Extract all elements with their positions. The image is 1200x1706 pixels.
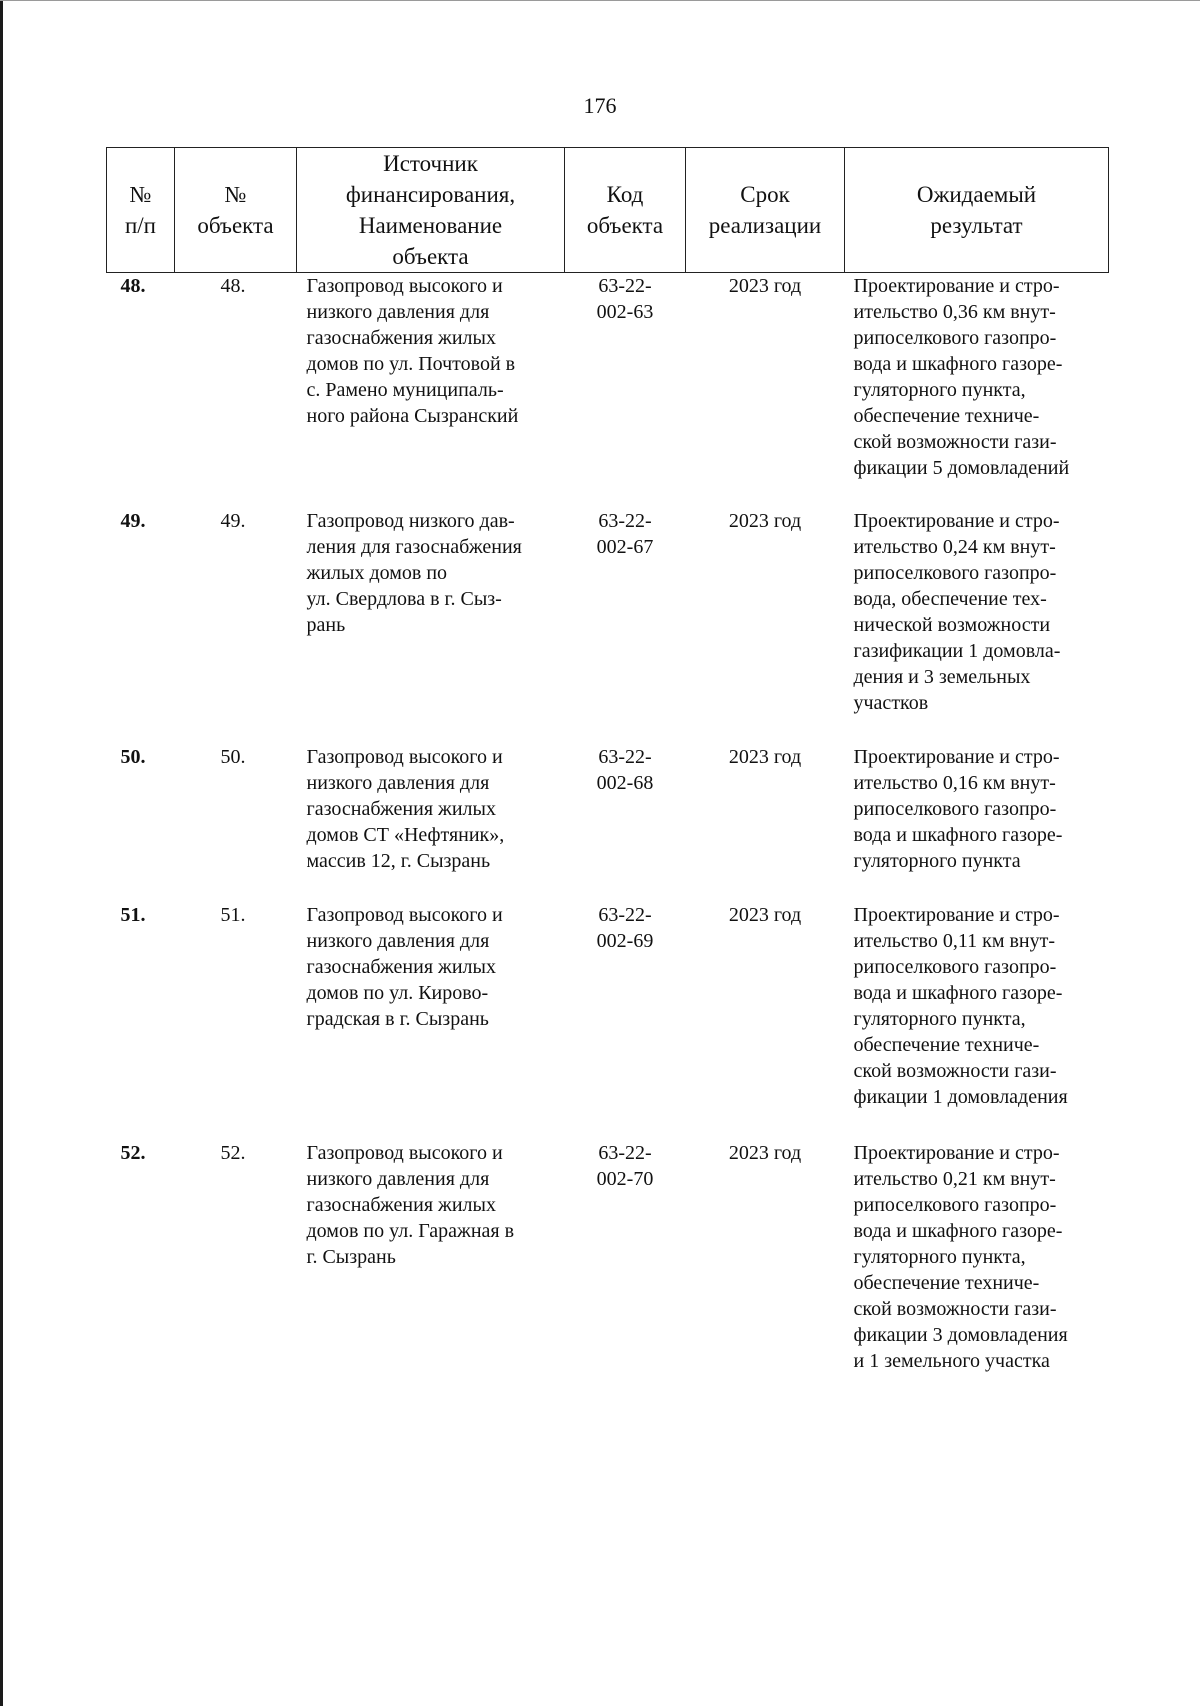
table-row <box>107 902 1109 1140</box>
result-line: нической возможности <box>853 614 1051 636</box>
result-line: Проектирование и стро- <box>853 510 1060 532</box>
name-line: Газопровод высокого и <box>306 904 503 926</box>
header-expected-result <box>845 148 1109 273</box>
name-line: газоснабжения жилых <box>306 327 496 349</box>
object-code <box>565 273 686 509</box>
name-line: г. Сызрань <box>306 1246 396 1268</box>
name-line: низкого давления для <box>306 301 490 323</box>
result-line: Проектирование и стро- <box>853 746 1060 768</box>
result-line: рипоселкового газопро- <box>853 956 1057 978</box>
row-number: 48. <box>120 275 146 297</box>
result-line: рипоселкового газопро- <box>853 562 1057 584</box>
result-line: вода и шкафного газоре- <box>853 824 1063 846</box>
term: 2023 год <box>728 510 802 532</box>
name-line: низкого давления для <box>306 1168 490 1190</box>
header-line: № <box>129 182 152 207</box>
object-number: 48. <box>220 275 246 297</box>
name-line: Газопровод высокого и <box>306 1142 503 1164</box>
header-line: Ожидаемый <box>916 182 1037 207</box>
expected-result <box>845 508 1109 744</box>
result-line: вода и шкафного газоре- <box>853 982 1063 1004</box>
result-line: газификации 1 домовла- <box>853 640 1061 662</box>
header-row <box>107 148 1109 273</box>
code-line: 63-22- <box>598 1142 652 1164</box>
result-line: Проектирование и стро- <box>853 904 1060 926</box>
object-code <box>565 508 686 744</box>
table-header <box>107 148 1109 273</box>
object-name <box>297 1140 565 1400</box>
result-line: рипоселкового газопро- <box>853 798 1057 820</box>
result-line: вода, обеспечение тех- <box>853 588 1047 610</box>
object-name <box>297 273 565 509</box>
result-line: гуляторного пункта <box>853 850 1021 872</box>
term: 2023 год <box>728 904 802 926</box>
code-line: 002-68 <box>596 772 654 794</box>
name-line: Газопровод высокого и <box>306 275 503 297</box>
header-term <box>686 148 845 273</box>
name-line: газоснабжения жилых <box>306 798 496 820</box>
scan-edge-top <box>0 0 1200 1</box>
result-line: гуляторного пункта, <box>853 1246 1026 1268</box>
page-number: 176 <box>583 93 617 118</box>
name-line: жилых домов по <box>306 562 448 584</box>
term: 2023 год <box>728 275 802 297</box>
code-line: 002-63 <box>596 301 654 323</box>
name-line: низкого давления для <box>306 930 490 952</box>
result-line: и 1 земельного участка <box>853 1350 1050 1372</box>
object-number: 50. <box>220 746 246 768</box>
result-line: Проектирование и стро- <box>853 275 1060 297</box>
result-line: рипоселкового газопро- <box>853 327 1057 349</box>
result-line: ительство 0,24 км внут- <box>853 536 1056 558</box>
name-line: газоснабжения жилых <box>306 956 496 978</box>
scan-edge-left <box>0 0 3 1706</box>
row-number: 51. <box>120 904 146 926</box>
code-line: 63-22- <box>598 510 652 532</box>
code-line: 63-22- <box>598 904 652 926</box>
result-line: ительство 0,21 км внут- <box>853 1168 1056 1190</box>
name-line: ления для газоснабжения <box>306 536 522 558</box>
row-number: 49. <box>120 510 146 532</box>
code-line: 002-70 <box>596 1168 654 1190</box>
result-line: ской возможности гази- <box>853 431 1057 453</box>
header-line: результат <box>930 213 1023 238</box>
name-line: рань <box>306 614 346 636</box>
header-line: Срок <box>740 182 790 207</box>
term: 2023 год <box>728 1142 802 1164</box>
header-line: Наименование <box>358 213 503 238</box>
object-code <box>565 1140 686 1400</box>
code-line: 63-22- <box>598 275 652 297</box>
object-code <box>565 902 686 1140</box>
term: 2023 год <box>728 746 802 768</box>
name-line: домов по ул. Кирово- <box>306 982 489 1004</box>
expected-result <box>845 273 1109 509</box>
name-line: домов СТ «Нефтяник», <box>306 824 505 846</box>
name-line: ул. Свердлова в г. Сыз- <box>306 588 502 610</box>
expected-result <box>845 744 1109 902</box>
code-line: 002-69 <box>596 930 654 952</box>
result-line: обеспечение техниче- <box>853 405 1040 427</box>
name-line: градская в г. Сызрань <box>306 1008 489 1030</box>
header-line: объекта <box>586 213 664 238</box>
header-line: Источник <box>383 151 478 176</box>
object-number: 52. <box>220 1142 246 1164</box>
row-number: 52. <box>120 1142 146 1164</box>
name-line: с. Рамено муниципаль- <box>306 379 504 401</box>
name-line: домов по ул. Почтовой в <box>306 353 516 375</box>
result-line: обеспечение техниче- <box>853 1034 1040 1056</box>
header-row-number <box>107 148 175 273</box>
result-line: ительство 0,11 км внут- <box>853 930 1056 952</box>
table-row <box>107 1140 1109 1400</box>
result-line: вода и шкафного газоре- <box>853 353 1063 375</box>
header-line: Код <box>606 182 644 207</box>
table-row <box>107 273 1109 509</box>
result-line: ительство 0,16 км внут- <box>853 772 1056 794</box>
result-line: фикации 5 домовладений <box>853 457 1070 479</box>
header-object-number <box>175 148 297 273</box>
name-line: массив 12, г. Сызрань <box>306 850 491 872</box>
result-line: гуляторного пункта, <box>853 1008 1026 1030</box>
result-line: ительство 0,36 км внут- <box>853 301 1056 323</box>
result-line: ской возможности гази- <box>853 1298 1057 1320</box>
result-line: обеспечение техниче- <box>853 1272 1040 1294</box>
object-name <box>297 902 565 1140</box>
header-line: объекта <box>392 244 469 269</box>
result-line: фикации 3 домовладения <box>853 1324 1068 1346</box>
expected-result <box>845 1140 1109 1400</box>
header-source-name <box>297 148 565 273</box>
result-line: ской возможности гази- <box>853 1060 1057 1082</box>
name-line: Газопровод низкого дав- <box>306 510 515 532</box>
result-line: гуляторного пункта, <box>853 379 1026 401</box>
result-line: Проектирование и стро- <box>853 1142 1060 1164</box>
name-line: Газопровод высокого и <box>306 746 503 768</box>
object-number: 51. <box>220 904 246 926</box>
result-line: вода и шкафного газоре- <box>853 1220 1063 1242</box>
code-line: 002-67 <box>596 536 654 558</box>
header-object-code <box>565 148 686 273</box>
name-line: ного района Сызранский <box>306 405 519 427</box>
object-name <box>297 744 565 902</box>
name-line: низкого давления для <box>306 772 490 794</box>
object-number: 49. <box>220 510 246 532</box>
expected-result <box>845 902 1109 1140</box>
table-row <box>107 508 1109 744</box>
object-code <box>565 744 686 902</box>
object-name <box>297 508 565 744</box>
header-line: реализации <box>708 213 822 238</box>
result-line: участков <box>853 692 929 714</box>
header-line: № <box>224 182 247 207</box>
table-row <box>107 744 1109 902</box>
table-body <box>107 273 1109 1401</box>
header-line: объекта <box>197 213 274 238</box>
row-number: 50. <box>120 746 146 768</box>
objects-table <box>106 147 1109 1400</box>
result-line: дения и 3 земельных <box>853 666 1031 688</box>
header-line: п/п <box>124 213 156 238</box>
result-line: рипоселкового газопро- <box>853 1194 1057 1216</box>
result-line: фикации 1 домовладения <box>853 1086 1068 1108</box>
name-line: домов по ул. Гаражная в <box>306 1220 515 1242</box>
code-line: 63-22- <box>598 746 652 768</box>
header-line: финансирования, <box>345 182 516 207</box>
name-line: газоснабжения жилых <box>306 1194 496 1216</box>
